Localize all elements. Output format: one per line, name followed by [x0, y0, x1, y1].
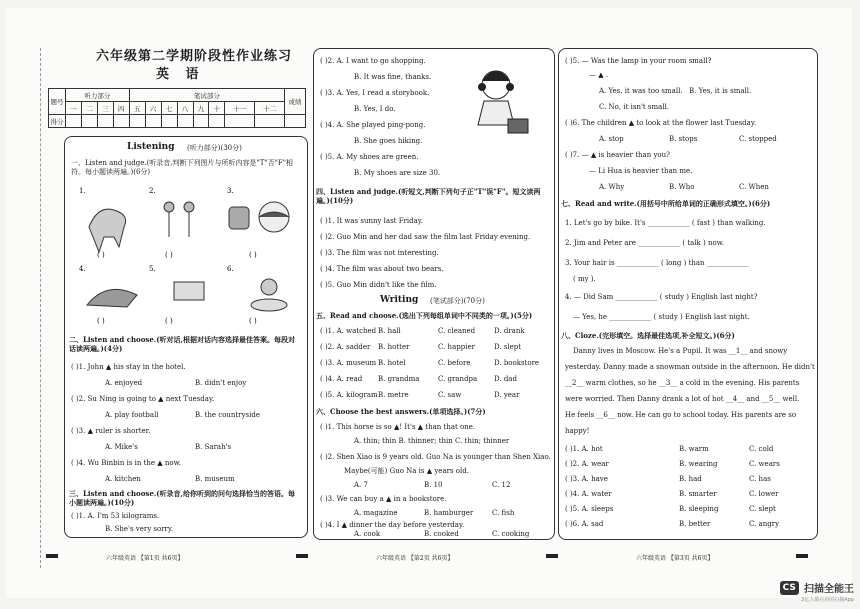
listening-pictures [79, 187, 299, 327]
l3-r3-b: B. Yes, I do. [354, 105, 396, 113]
svg-text:( ): ( ) [97, 317, 105, 325]
m-q7-c: C. When [739, 183, 769, 191]
m-q4-a: A. cook [354, 530, 381, 538]
cloze-option: ( )4. A. water [565, 490, 612, 498]
svg-text:( ): ( ) [165, 317, 173, 325]
l2-q1-b: B. didn't enjoy [195, 379, 247, 387]
m-q3-c: C. fish [492, 509, 515, 517]
svg-text:( ): ( ) [165, 251, 173, 259]
word-option: C. before [438, 359, 471, 367]
scanner-app-name: 扫描全能王 [804, 584, 854, 595]
section-5-instr: 五、Read and choose.(选出下列每组单词中不同类的一项。)(5分) [316, 311, 533, 320]
writing-points: (笔试部分)(70分) [430, 297, 485, 305]
cloze-option: B. sleeping [679, 505, 719, 513]
l4-j1: ( )1. It was sunny last Friday. [320, 217, 424, 225]
svg-text:( ): ( ) [249, 251, 257, 259]
l2-q3-a: A. Mike's [105, 443, 138, 451]
cloze-line-1: Danny lives in Moscow. He's a Pupil. It was __1__ and snowy [573, 347, 788, 355]
section-1-instr: 一、Listen and judge.(听录音,判断下列图片与所听内容是"T"否"F"相符。每小题读两遍。)(6分) [71, 159, 293, 176]
l2-q4-b: B. museum [195, 475, 235, 483]
cloze-option: C. has [749, 475, 771, 483]
m-q5-b: — ▲ . [589, 71, 609, 79]
score-col-7: 七 [161, 102, 177, 115]
word-option: ( )3. A. museum [320, 359, 377, 367]
section-4-instr: 四、Listen and judge.(听短文,判断下列句子正"T"误"F"。短文读两遍。)(10分) [316, 187, 541, 205]
rw-4b: — Yes, he ____________ ( study ) English last night. [573, 313, 750, 321]
m-q3-a: A. magazine [354, 509, 398, 517]
cloze-line-2: yesterday. Danny made a snowman outside in the afternoon. He didn't [565, 363, 815, 371]
l3-r2-b: B. It was fine, thanks. [354, 73, 432, 81]
svg-text:( ): ( ) [97, 251, 105, 259]
m-q2-bopt: B. 10 [424, 481, 443, 489]
score-col-9: 九 [193, 102, 209, 115]
girl-headphones-illustration [464, 63, 534, 143]
column-3 [558, 48, 818, 540]
word-option: D. bookstore [494, 359, 540, 367]
m-q6: ( )6. The children ▲ to look at the flower last Tuesday. [565, 119, 757, 127]
score-col-4: 四 [113, 102, 129, 115]
cloze-option: ( )2. A. wear [565, 460, 609, 468]
word-option: C. happier [438, 343, 475, 351]
l3-r5-a: ( )5. A. My shoes are green. [320, 153, 419, 161]
cloze-option: C. lower [749, 490, 779, 498]
m-q1: ( )1. This horse is so ▲! It's ▲ than that one. [320, 423, 476, 431]
m-q2-c: C. 12 [492, 481, 511, 489]
svg-text:( ): ( ) [249, 317, 257, 325]
l2-q2-b: B. the countryside [195, 411, 261, 419]
l2-q4: ( )4. Wu Binbin is in the ▲ now. [71, 459, 182, 467]
section-3-instr: 三、Listen and choose.(听录音,给你听到的问句选择恰当的答语。每小题读两遍。)(10分) [69, 489, 295, 507]
word-option: B. hall [378, 327, 401, 335]
l2-q2-a: A. play football [105, 411, 159, 419]
l2-q1-a: A. enjoyed [105, 379, 143, 387]
cloze-option: B. warm [679, 445, 709, 453]
exam-title: 六年级第二学期阶段性作业练习 [96, 49, 293, 64]
cloze-option: C. cold [749, 445, 774, 453]
score-col-6: 六 [145, 102, 161, 115]
word-option: ( )4. A. read [320, 375, 363, 383]
l4-j4: ( )4. The film was about two bears. [320, 265, 444, 273]
m-q5-o3: C. No, it isn't small. [599, 103, 670, 111]
cloze-option: B. better [679, 520, 711, 528]
svg-text:4.: 4. [79, 265, 86, 273]
cloze-option: C. wears [749, 460, 780, 468]
svg-text:3.: 3. [227, 187, 234, 195]
footer-page-2: 六年级英语 【第2页 共6页】 [376, 555, 454, 562]
word-option: C. saw [438, 391, 462, 399]
score-col-1: 一 [66, 102, 82, 115]
word-option: D. slept [494, 343, 522, 351]
l4-j3: ( )3. The film was not interesting. [320, 249, 439, 257]
writing-title: Writing [380, 295, 419, 305]
m-q4: ( )4. I ▲ dinner the day before yesterday. [320, 521, 465, 529]
l3-r3-a: ( )3. A. Yes, I read a storybook. [320, 89, 430, 97]
footer-mark [546, 554, 558, 558]
m-q7-bopt: B. Who [669, 183, 695, 191]
cloze-option: B. had [679, 475, 702, 483]
l2-q1: ( )1. John ▲ his stay in the hotel. [71, 363, 186, 371]
l4-j5: ( )5. Guo Min didn't like the film. [320, 281, 437, 289]
m-q1-options: A. thin; thin B. thinner; thin C. thin; thinner [354, 437, 510, 445]
score-col-8: 八 [177, 102, 193, 115]
l3-r4-a: ( )4. A. She played ping-pong. [320, 121, 426, 129]
score-col-5: 五 [129, 102, 145, 115]
l2-q3: ( )3. ▲ ruler is shorter. [71, 427, 151, 435]
score-col-3: 三 [97, 102, 113, 115]
m-q5-o1: A. Yes, it was too small. [599, 87, 683, 95]
m-q4-b: B. cooked [424, 530, 459, 538]
m-q2-a: A. 7 [354, 481, 368, 489]
l3-r1-a: ( )1. A. I'm 53 kilograms. [71, 512, 160, 520]
cloze-line-3: __2__ warm clothes, so he __3__ a cold in the evening. His parents [565, 379, 800, 387]
footer-mark [46, 554, 58, 558]
word-option: D. dad [494, 375, 517, 383]
l2-q3-b: B. Sarah's [195, 443, 232, 451]
cloze-option: C. slept [749, 505, 776, 513]
cloze-option: ( )1. A. hot [565, 445, 603, 453]
cloze-line-6: happy! [565, 427, 590, 435]
m-q4-c: C. cooking [492, 530, 530, 538]
l3-r4-b: B. She goes hiking. [354, 137, 423, 145]
section-7-instr: 七、Read and write.(用括号中所给单词的正确形式填空。)(6分) [561, 199, 771, 208]
l2-q2: ( )2. Su Ning is going to ▲ next Tuesday. [71, 395, 215, 403]
rw-3: 3. Your hair is ____________ ( long ) than ____________ [565, 259, 749, 267]
word-option: ( )5. A. kilogram [320, 391, 378, 399]
word-option: B. hotel [378, 359, 406, 367]
cloze-option: B. smarter [679, 490, 717, 498]
subject-title: 英 语 [156, 67, 205, 82]
m-q2-b: Maybe(可能) Guo Na is ▲ years old. [344, 467, 469, 475]
svg-text:5.: 5. [149, 265, 156, 273]
cloze-option: B. wearing [679, 460, 718, 468]
scanner-app-tagline: 3亿人都在用的扫描App [801, 597, 854, 603]
m-q6-c: C. stopped [739, 135, 777, 143]
footer-page-1: 六年级英语 【第1页 共6页】 [106, 555, 184, 562]
score-table: 题号 听力部分 笔试部分 成绩 一 二 三 四 五 六 七 八 九 十 十一 十二 得分 [48, 88, 306, 128]
m-q5: ( )5. — Was the lamp in your room small? [565, 57, 712, 65]
word-option: D. drank [494, 327, 525, 335]
svg-text:2.: 2. [149, 187, 156, 195]
m-q5-o2: B. Yes, it is small. [689, 87, 752, 95]
word-option: B. grandma [378, 375, 420, 383]
m-q7-b: — Li Hua is heavier than me. [589, 167, 693, 175]
l3-r5-b: B. My shoes are size 30. [354, 169, 441, 177]
l2-q4-a: A. kitchen [105, 475, 141, 483]
m-q3-b: B. hamburger [424, 509, 474, 517]
m-q2: ( )2. Shen Xiao is 9 years old. Guo Na is younger than Shen Xiao. [320, 453, 551, 461]
cloze-line-5: He feels __6__ now. He can go to school today. His parents are so [565, 411, 797, 419]
footer-mark [796, 554, 808, 558]
score-col-10: 十 [209, 102, 225, 115]
l3-r1-b: B. She's very sorry. [105, 525, 174, 533]
footer-page-3: 六年级英语 【第3页 共6页】 [636, 555, 714, 562]
word-option: D. year [494, 391, 520, 399]
listening-points: (听力部分)(30分) [187, 144, 242, 152]
svg-text:6.: 6. [227, 265, 234, 273]
svg-text:1.: 1. [79, 187, 86, 195]
m-q3: ( )3. We can buy a ▲ in a bookstore. [320, 495, 447, 503]
rw-2: 2. Jim and Peter are ____________ ( talk ) now. [565, 239, 725, 247]
scanner-logo-icon: CS [780, 581, 799, 595]
m-q7: ( )7. — ▲ is heavier than you? [565, 151, 670, 159]
section-6-instr: 六、Choose the best answers.(单项选择。)(7分) [316, 407, 486, 416]
rw-4: 4. — Did Sam ____________ ( study ) English last night? [565, 293, 758, 301]
cloze-option: ( )3. A. have [565, 475, 608, 483]
m-q6-a: A. stop [599, 135, 624, 143]
rw-1: 1. Let's go by bike. It's ____________ ( fast ) than walking. [565, 219, 766, 227]
listening-title: Listening [127, 142, 175, 152]
listening-box [64, 136, 308, 538]
scanner-app-watermark [780, 577, 854, 603]
score-col-2: 二 [81, 102, 97, 115]
binding-margin [18, 48, 41, 568]
cloze-line-4: were worried. Then Danny drank a lot of hot __4__ and __5__ well. [565, 395, 800, 403]
word-option: B. hotter [378, 343, 410, 351]
word-option: ( )2. A. sadder [320, 343, 371, 351]
word-option: B. metre [378, 391, 409, 399]
rw-3b: ( my ). [573, 275, 596, 283]
score-col-12: 十二 [255, 102, 285, 115]
word-option: C. grandpa [438, 375, 478, 383]
word-option: C. cleaned [438, 327, 476, 335]
cloze-option: C. angry [749, 520, 780, 528]
l4-j2: ( )2. Guo Min and her dad saw the film last Friday evening. [320, 233, 531, 241]
cloze-option: ( )5. A. sleeps [565, 505, 614, 513]
section-8-instr: 八、Cloze.(完形填空。选择最佳选项,补全短文。)(6分) [561, 331, 735, 340]
cloze-option: ( )6. A. sad [565, 520, 604, 528]
score-col-11: 十一 [225, 102, 255, 115]
exam-sheet [6, 8, 852, 598]
column-1 [46, 48, 308, 538]
l3-r2-a: ( )2. A. I want to go shopping. [320, 57, 426, 65]
m-q6-b: B. stops [669, 135, 698, 143]
section-2-instr: 二、Listen and choose.(听对话,根据对话内容选择最佳答案。每段对话读两遍。)(4分) [69, 335, 295, 353]
footer-mark [296, 554, 308, 558]
column-2 [313, 48, 555, 540]
m-q7-a: A. Why [599, 183, 625, 191]
word-option: ( )1. A. watched [320, 327, 377, 335]
